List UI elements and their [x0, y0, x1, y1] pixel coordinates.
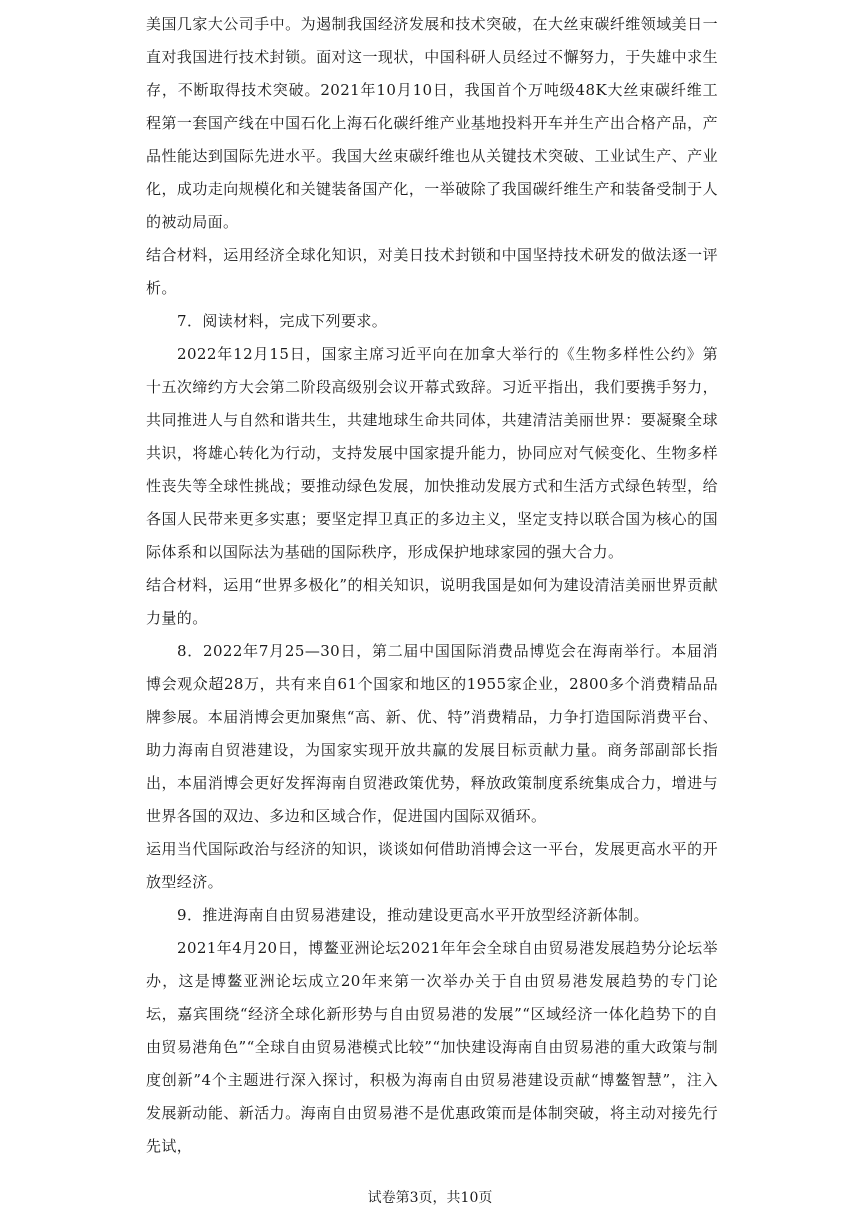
question-6-prompt: 结合材料，运用经济全球化知识，对美日技术封锁和中国坚持技术研发的做法逐一评析。: [146, 246, 718, 297]
paragraph-biodiversity: 2022年12月15日，国家主席习近平向在加拿大举行的《生物多样性公约》第十五次缔约方大会第二阶段高级别会议开幕式致辞。习近平指出，我们要携手努力，共同推进人与自然和谐共生，共建地球生命共同体，共建清洁美丽世界：要凝聚全球共识，将雄心转化为行动，支持发展中国家提升能力，协同应对气候变化、生物多样性丧失等全球性挑战；要推动绿色发展，加快推动发展方式和生活方式绿色转型，给各国人民带来更多实惠；要坚定捍卫真正的多边主义，坚定支持以联合国为核心的国际体系和以国际法为基础的国际秩序，形成保护地球家园的强大合力。: [146, 345, 718, 561]
question-8-material: 8．2022年7月25—30日，第二届中国国际消费品博览会在海南举行。本届消博会观众超28万，共有来自61个国家和地区的1955家企业，2800多个消费精品品牌参展。本届消博会更加聚焦“高、新、优、特”消费精品，力争打造国际消费平台、助力海南自贸港建设，为国家实现开放共赢的发展目标贡献力量。商务部副部长指出，本届消博会更好发挥海南自贸港政策优势，释放政策制度系统集成合力，增进与世界各国的双边、多边和区域合作，促进国内国际双循环。: [146, 642, 718, 825]
question-9-heading: 9．推进海南自由贸易港建设，推动建设更高水平开放型经济新体制。: [177, 906, 649, 924]
page-content: [146, 0, 718, 1163]
paragraph-hainan-ftp: 2021年4月20日，博鳌亚洲论坛2021年年会全球自由贸易港发展趋势分论坛举办，这是博鳌亚洲论坛成立20年来第一次举办关于自由贸易港发展趋势的专门论坛，嘉宾围绕“经济全球化新形势与自由贸易港的发展”“区域经济一体化趋势下的自由贸易港角色”“全球自由贸易港模式比较”“加快建设海南自由贸易港的重大政策与制度创新”4个主题进行深入探讨，积极为海南自由贸易港建设贡献“博鳌智慧”，注入发展新动能、新活力。海南自由贸易港不是优惠政策而是体制突破，将主动对接先行先试，: [146, 939, 718, 1155]
question-8-prompt: 运用当代国际政治与经济的知识，谈谈如何借助消博会这一平台，发展更高水平的开放型经济。: [146, 840, 718, 891]
paragraph-carbon-fiber: 美国几家大公司手中。为遏制我国经济发展和技术突破，在大丝束碳纤维领域美日一直对我国进行技术封锁。面对这一现状，中国科研人员经过不懈努力，于失雄中求生存，不断取得技术突破。2021年10月10日，我国首个万吨级48K大丝束碳纤维工程第一套国产线在中国石化上海石化碳纤维产业基地投料开车并生产出合格产品，产品性能达到国际先进水平。我国大丝束碳纤维也从关键技术突破、工业试生产、产业化，成功走向规模化和关键装备国产化，一举破除了我国碳纤维生产和装备受制于人的被动局面。: [146, 15, 718, 231]
question-7-heading: 7．阅读材料，完成下列要求。: [177, 312, 388, 330]
question-7-prompt: 结合材料，运用“世界多极化”的相关知识，说明我国是如何为建设清洁美丽世界贡献力量的。: [146, 576, 718, 627]
page-footer: 试卷第3页，共10页: [367, 1190, 493, 1206]
